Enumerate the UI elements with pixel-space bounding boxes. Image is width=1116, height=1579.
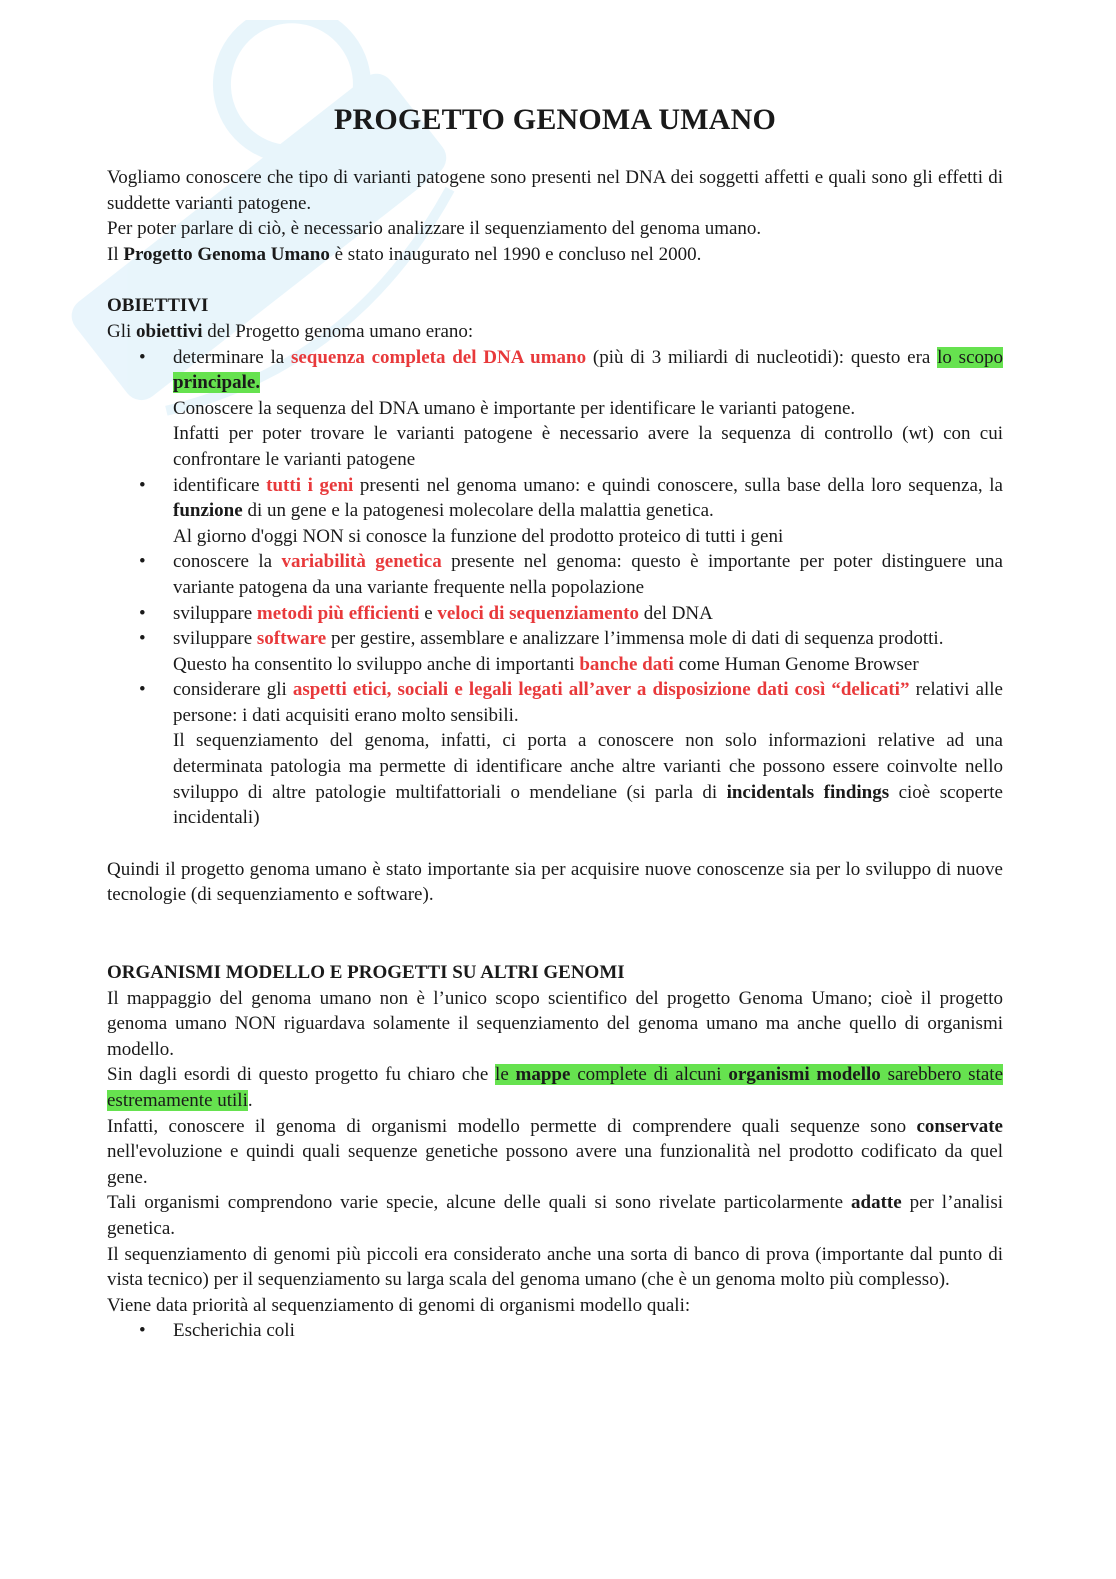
list-item: • considerare gli aspetti etici, sociali e legali legati all’aver a disposizione dati così “delicati” relativi alle persone: i dati acquisiti erano molto sensibili. Il sequenziamento del genoma, infatti, ci porta a conoscere non solo informazioni relative ad una determinata patologia ma permette di identificare anche altre varianti che possono essere coinvolte nello sviluppo di altre patologie multifattoriali o mendeliane (si parla di incidentals findings cioè scoperte incidentali) — [107, 677, 1003, 831]
list-item: • conoscere la variabilità genetica presente nel genoma: questo è importante per poter distinguere una variante patogena da una variante frequente nella popolazione — [107, 549, 1003, 600]
organismi-paragraph-1: Il mappaggio del genoma umano non è l’unico scopo scientifico del progetto Genoma Umano; cioè il progetto genoma umano NON riguardava solamente il sequenziamento del genoma umano ma anche quello di organismi modello. — [107, 987, 1003, 1060]
intro-paragraph-2: Per poter parlare di ciò, è necessario analizzare il sequenziamento del genoma umano. — [107, 218, 762, 240]
section-heading-obiettivi: OBIETTIVI — [107, 295, 209, 317]
organismi-paragraph-5: Il sequenziamento di genomi più piccoli era considerato anche una sorta di banco di prova (importante dal punto di vista tecnico) per il sequenziamento su larga scala del genoma umano (che è un genoma molto più complesso). — [107, 1243, 1003, 1291]
section-heading-organismi: ORGANISMI MODELLO E PROGETTI SU ALTRI GENOMI — [107, 962, 625, 984]
list-item: • determinare la sequenza completa del DNA umano (più di 3 miliardi di nucleotidi): questo era lo scopo principale. Conoscere la sequenza del DNA umano è importante per identificare le varianti patogene. Infatti per poter trovare le varianti patogene è necessario avere la sequenza di controllo (wt) con cui confrontare le varianti patogene — [107, 345, 1003, 473]
organismi-paragraph-6: Viene data priorità al sequenziamento di genomi di organismi modello quali: — [107, 1294, 691, 1316]
intro-paragraph-3: Il Progetto Genoma Umano è stato inaugurato nel 1990 e concluso nel 2000. — [107, 243, 702, 265]
organismi-paragraph-3: Infatti, conoscere il genoma di organismi modello permette di comprendere quali sequenze sono conservate nell'evoluzione e quindi quali sequenze genetiche possono avere una funzionalità nel prodotto codificato da quel gene. — [107, 1115, 1003, 1188]
organismi-paragraph-4: Tali organismi comprendono varie specie, alcune delle quali si sono rivelate particolarmente adatte per l’analisi genetica. — [107, 1192, 1003, 1239]
obiettivi-list — [107, 345, 1003, 831]
list-item: • sviluppare metodi più efficienti e veloci di sequenziamento del DNA — [107, 601, 1003, 627]
organismi-paragraph-2: Sin dagli esordi di questo progetto fu chiaro che le mappe complete di alcuni organismi modello sarebbero state estremamente utili. — [107, 1064, 1003, 1111]
obiettivi-lead: Gli obiettivi del Progetto genoma umano erano: — [107, 320, 474, 342]
list-item: • Escherichia coli — [107, 1318, 1003, 1344]
document-page — [107, 103, 1003, 1344]
obiettivi-conclusion: Quindi il progetto genoma umano è stato importante sia per acquisire nuove conoscenze sia per lo sviluppo di nuove tecnologie (di sequenziamento e software). — [107, 858, 1003, 906]
list-item: • identificare tutti i geni presenti nel genoma umano: e quindi conoscere, sulla base della loro sequenza, la funzione di un gene e la patogenesi molecolare della malattia genetica. Al giorno d'oggi NON si conosce la funzione del prodotto proteico di tutti i geni — [107, 473, 1003, 550]
intro-paragraph-1: Vogliamo conoscere che tipo di varianti patogene sono presenti nel DNA dei soggetti affetti e quali sono gli effetti di suddette varianti patogene. — [107, 167, 1003, 214]
list-item: • sviluppare software per gestire, assemblare e analizzare l’immensa mole di dati di sequenza prodotti. Questo ha consentito lo sviluppo anche di importanti banche dati come Human Genome Browser — [107, 626, 1003, 677]
page-title: PROGETTO GENOMA UMANO — [334, 103, 776, 136]
organismi-list — [107, 1318, 1003, 1344]
